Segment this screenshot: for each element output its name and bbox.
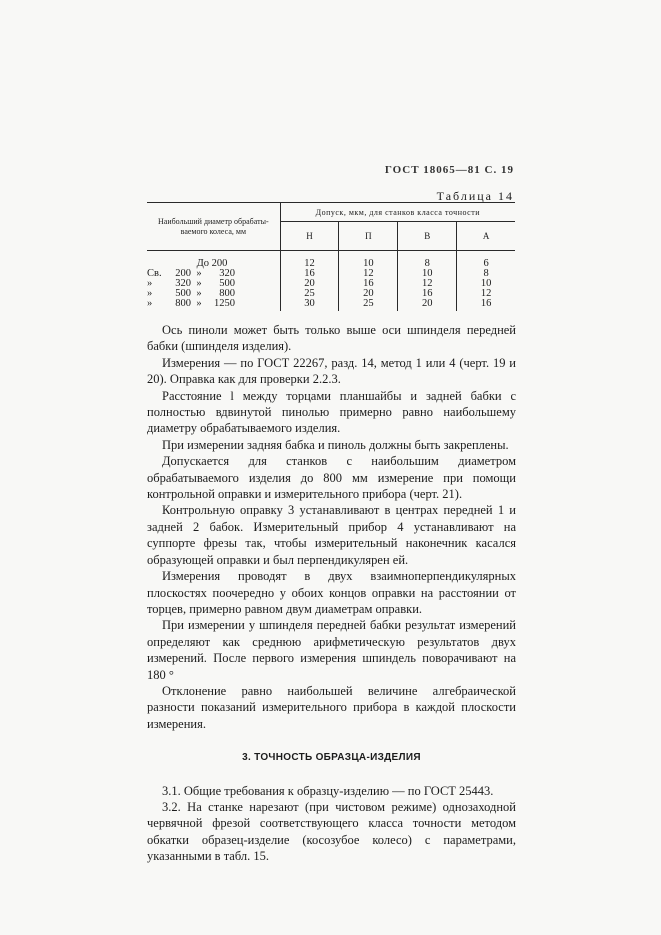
table-cell: 12 bbox=[457, 289, 515, 299]
class-header: Н bbox=[280, 222, 339, 251]
row-label: До 200 bbox=[196, 258, 228, 269]
table-row bbox=[147, 251, 515, 270]
table-cell: 16 bbox=[457, 299, 515, 311]
table-cell: 16 bbox=[280, 269, 339, 279]
table-cell: 6 bbox=[457, 251, 515, 270]
table-row bbox=[147, 279, 515, 289]
table-cell: 10 bbox=[457, 279, 515, 289]
paragraph: Измерения проводят в двух взаимноперпендикулярных плоскостях поочередно у обоих концов оправки на расстоянии от торцев, примерно равном двум диаметрам оправки. bbox=[147, 569, 516, 616]
class-header: А bbox=[457, 222, 515, 251]
table-label: Таблица 14 bbox=[436, 189, 514, 203]
row-label: » 320 » 500 bbox=[147, 278, 235, 289]
table-cell: 25 bbox=[339, 299, 398, 311]
table-cell: 12 bbox=[398, 279, 457, 289]
paragraph: Допускается для станков с наибольшим диаметром обрабатываемого изделия до 800 мм измерение при помощи контрольной оправки и измерительного прибора (черт. 21). bbox=[147, 454, 516, 502]
table-row bbox=[147, 269, 515, 279]
paragraph: Ось пиноли может быть только выше оси шпинделя передней бабки (шпинделя изделия). bbox=[147, 323, 516, 354]
row-label: » 500 » 800 bbox=[147, 288, 235, 299]
paragraph: При измерении у шпинделя передней бабки результат измерений определяют как среднюю арифметическую результатов двух измерений. После первого измерения шпиндель поворачивают на 180 ° bbox=[147, 618, 516, 682]
table-span-header: Допуск, мкм, для станков класса точности bbox=[280, 203, 515, 222]
section-heading: 3. ТОЧНОСТЬ ОБРАЗЦА-ИЗДЕЛИЯ bbox=[242, 752, 421, 764]
table-cell: 16 bbox=[398, 289, 457, 299]
paragraph: При измерении задняя бабка и пиноль должны быть закреплены. bbox=[162, 437, 509, 452]
row-label: Св. 200 » 320 bbox=[147, 268, 235, 279]
paragraph: Контрольную оправку 3 устанавливают в центрах передней 1 и задней 2 бабок. Измерительный прибор 4 устанавливают на суппорте фрезы так, чтобы измерительный наконечник касался образующей оправки и был перпендикулярен ей. bbox=[147, 503, 516, 567]
table-row bbox=[147, 289, 515, 299]
body-text bbox=[147, 322, 516, 865]
table-row bbox=[147, 299, 515, 311]
section-paragraph: 3.2. На станке нарезают (при чистовом режиме) однозаходной червячной фрезой соответствующего класса точности методом обкатки образец-изделие (косозубое колесо) с параметрами, указанными в табл. 15. bbox=[147, 799, 516, 864]
paragraph: Отклонение равно наибольшей величине алгебраической разности показаний измерительного прибора в каждой плоскости измерения. bbox=[147, 683, 516, 731]
table-cell: 30 bbox=[280, 299, 339, 311]
table-cell: 10 bbox=[398, 269, 457, 279]
table-cell: 12 bbox=[339, 269, 398, 279]
table-stub-header: Наибольший диаметр обрабаты-ваемого колеса, мм bbox=[147, 203, 280, 251]
tolerance-table bbox=[147, 202, 515, 311]
class-header: П bbox=[339, 222, 398, 251]
paragraph: Расстояние l между торцами планшайбы и задней бабки с полностью вдвинутой пинолью примерно равно наибольшему диаметру обрабатываемого изделия. bbox=[147, 388, 516, 436]
class-header: В bbox=[398, 222, 457, 251]
table-cell: 12 bbox=[280, 251, 339, 270]
table-cell: 16 bbox=[339, 279, 398, 289]
table-cell: 20 bbox=[280, 279, 339, 289]
row-label: » 800 » 1250 bbox=[147, 298, 235, 309]
section-paragraph: 3.1. Общие требования к образцу-изделию — по ГОСТ 25443. bbox=[162, 783, 494, 798]
table-cell: 8 bbox=[398, 251, 457, 270]
table-cell: 25 bbox=[280, 289, 339, 299]
table-cell: 8 bbox=[457, 269, 515, 279]
table-cell: 20 bbox=[339, 289, 398, 299]
page-header-code: ГОСТ 18065—81 С. 19 bbox=[384, 164, 514, 176]
table-cell: 20 bbox=[398, 299, 457, 311]
paragraph: Измерения — по ГОСТ 22267, разд. 14, метод 1 или 4 (черт. 19 и 20). Оправка как для проверки 2.2.3. bbox=[147, 355, 516, 387]
table-cell: 10 bbox=[339, 251, 398, 270]
